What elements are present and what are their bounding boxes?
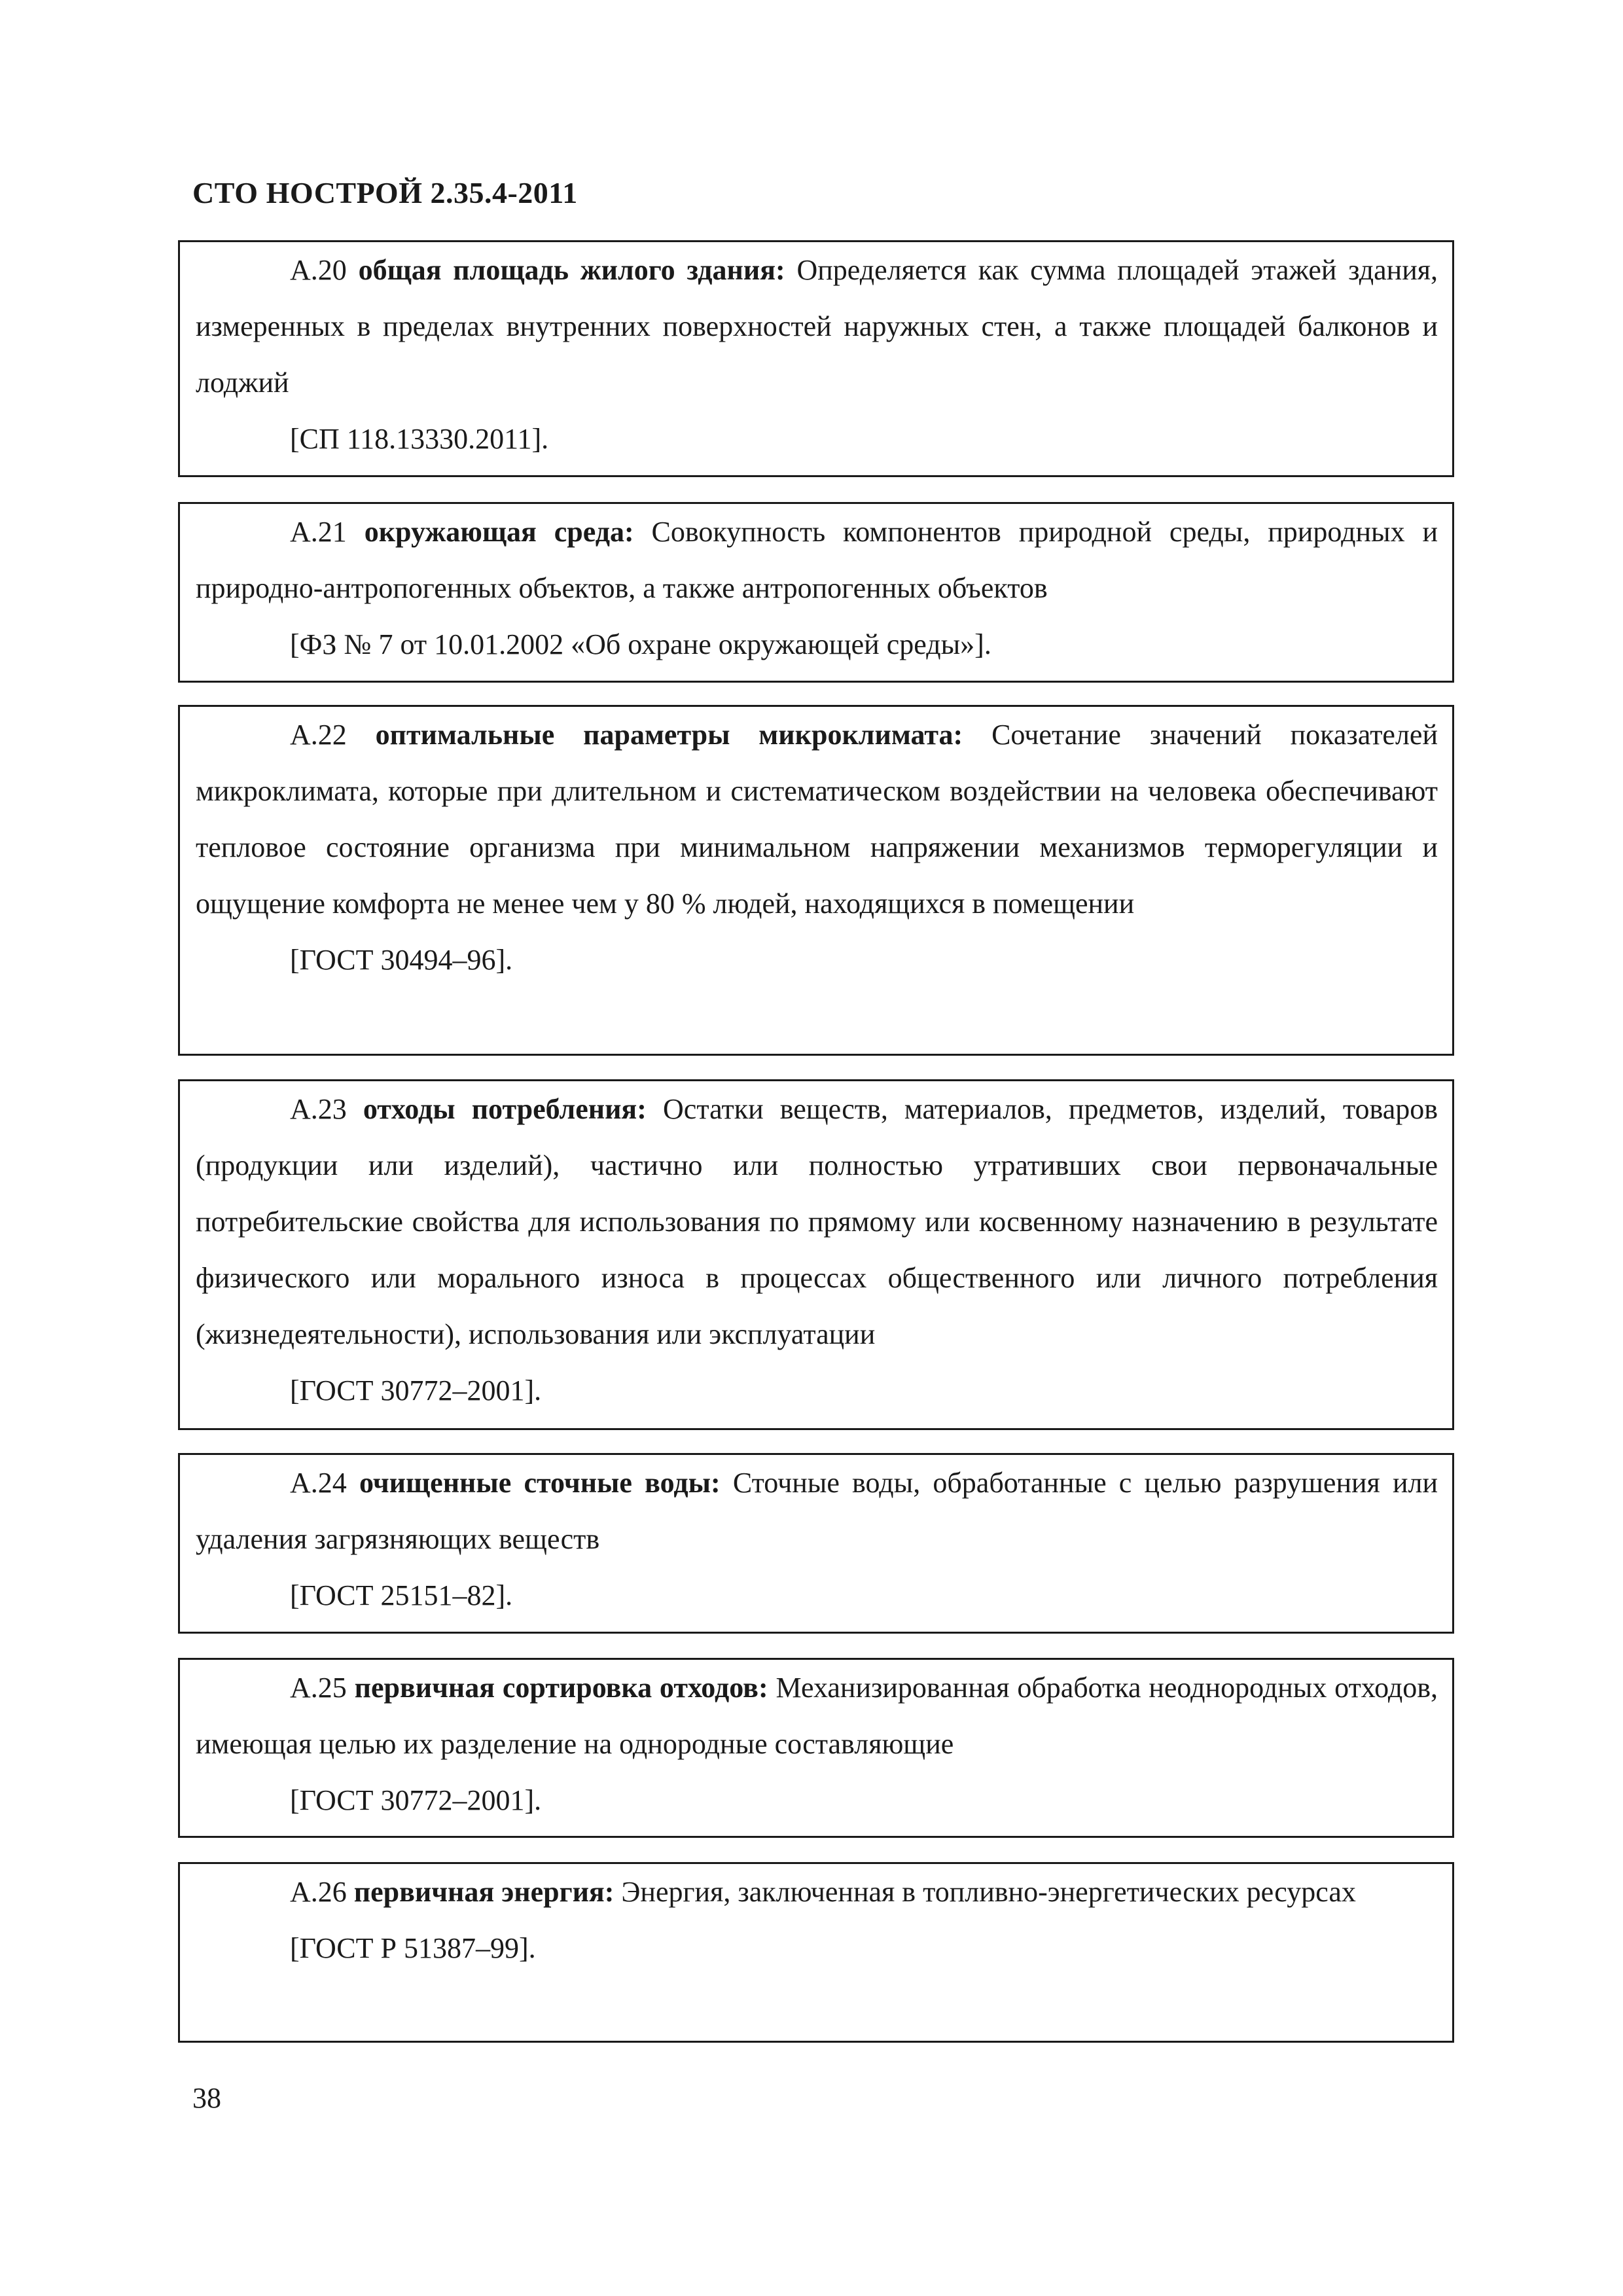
entry-term: первичная энергия: (353, 1876, 615, 1908)
entry-number: А.25 (290, 1672, 347, 1704)
definition-paragraph (196, 1864, 1438, 1920)
definition-paragraph (196, 504, 1438, 617)
term-entry-a21 (178, 502, 1454, 683)
entry-term: оптимальные параметры микроклимата: (375, 719, 963, 751)
entry-number: А.24 (290, 1467, 347, 1499)
entry-definition: Совокупность компонентов природной среды, природных и природно-антропогенных объектов, а также антропогенных объектов (196, 516, 1438, 604)
entry-source: [ГОСТ 25151–82]. (290, 1579, 513, 1611)
page-number: 38 (192, 2082, 221, 2114)
entry-term: окружающая среда: (364, 516, 634, 548)
entry-definition: Сточные воды, обработанные с целью разрушения или удаления загрязняющих веществ (196, 1467, 1438, 1555)
entry-term: общая площадь жилого здания: (358, 254, 785, 286)
entry-number: А.26 (290, 1876, 347, 1908)
entry-source: [ГОСТ 30772–2001]. (290, 1784, 542, 1816)
term-entry-a26 (178, 1862, 1454, 2043)
entry-source: [ФЗ № 7 от 10.01.2002 «Об охране окружающей среды»]. (290, 628, 991, 660)
entry-definition: Энергия, заключенная в топливно-энергетических ресурсах (621, 1876, 1356, 1908)
definition-paragraph (196, 242, 1438, 411)
entry-number: А.21 (290, 516, 347, 548)
term-entry-a22 (178, 705, 1454, 1056)
entry-definition: Сочетание значений показателей микроклимата, которые при длительном и систематическом воздействии на человека обеспечивают тепловое состояние организма при минимальном напряжении механизмов терморегуляции и ощущение комфорта не менее чем у 80 % людей, находящихся в помещении (196, 719, 1438, 920)
entry-source: [ГОСТ 30772–2001]. (290, 1374, 542, 1407)
entry-definition: Механизированная обработка неоднородных отходов, имеющая целью их разделение на однородные составляющие (196, 1672, 1438, 1760)
definition-paragraph (196, 1660, 1438, 1772)
entry-term: первичная сортировка отходов: (354, 1672, 768, 1704)
entry-source: [СП 118.13330.2011]. (290, 423, 549, 455)
document-header: СТО НОСТРОЙ 2.35.4-2011 (192, 176, 578, 209)
entry-number: А.23 (290, 1093, 347, 1125)
entry-definition: Определяется как сумма площадей этажей здания, измеренных в пределах внутренних поверхностей наружных стен, а также площадей балконов и лоджий (196, 254, 1438, 399)
entry-source: [ГОСТ Р 51387–99]. (290, 1932, 536, 1964)
term-entry-a25 (178, 1658, 1454, 1838)
term-entry-a24 (178, 1453, 1454, 1634)
term-entry-a20 (178, 240, 1454, 477)
definition-paragraph (196, 1455, 1438, 1568)
term-entry-a23 (178, 1079, 1454, 1430)
entry-term: отходы потребления: (363, 1093, 647, 1125)
entry-definition: Остатки веществ, материалов, предметов, изделий, товаров (продукции или изделий), частично или полностью утративших свои первоначальные потребительские свойства для использования по прямому или косвенному назначению в результате физического или морального износа в процессах общественного или личного потребления (жизнедеятельности), использования или эксплуатации (196, 1093, 1438, 1350)
definition-paragraph (196, 707, 1438, 932)
definition-paragraph (196, 1081, 1438, 1363)
entry-number: А.22 (290, 719, 347, 751)
entry-source: [ГОСТ 30494–96]. (290, 944, 513, 976)
entry-number: А.20 (290, 254, 347, 286)
entry-term: очищенные сточные воды: (359, 1467, 721, 1499)
